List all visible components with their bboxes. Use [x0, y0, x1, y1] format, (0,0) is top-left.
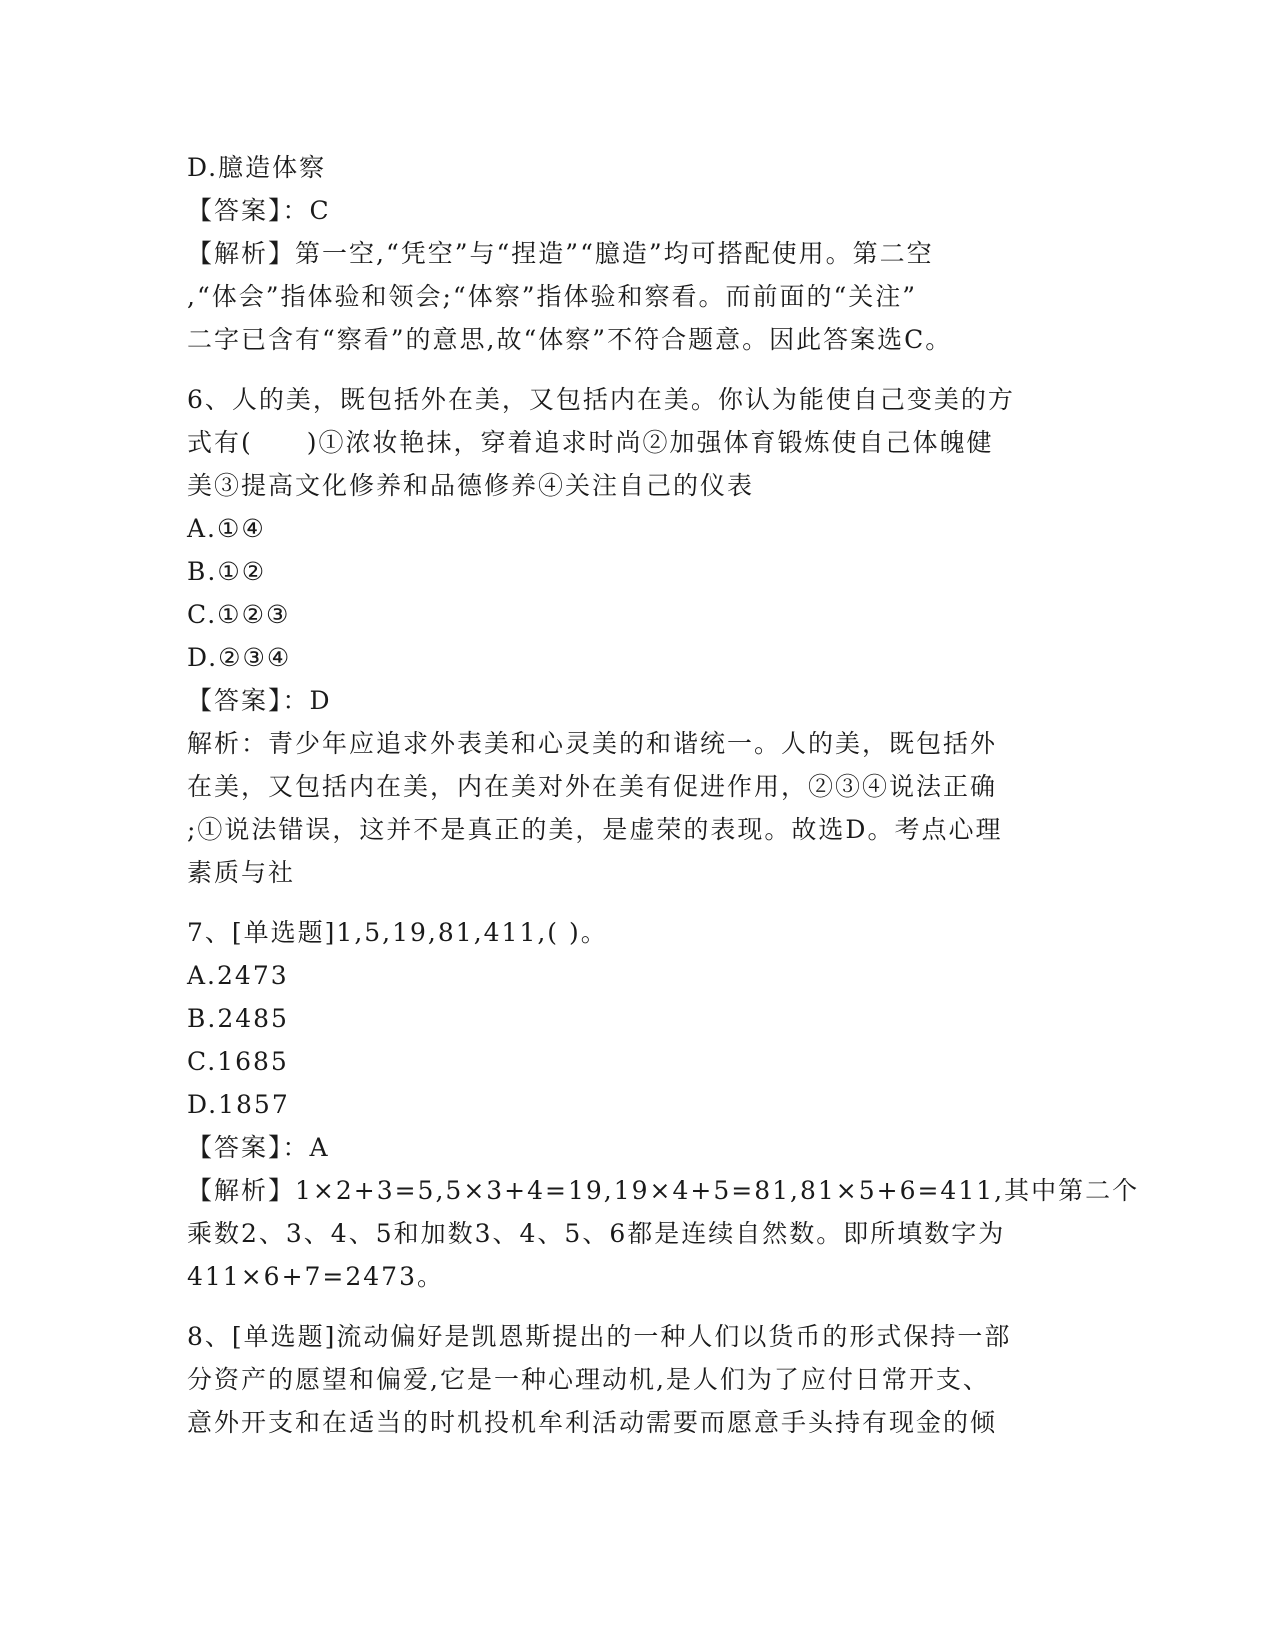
q5-option-d: D.臆造体察 — [187, 153, 327, 182]
question-spacer — [187, 361, 1087, 378]
q6-stem-line: 美③提高文化修养和品德修养④关注自己的仪表 — [187, 471, 755, 500]
q6-answer: 【答案】：D — [187, 686, 332, 715]
q7-option-d: D.1857 — [187, 1090, 290, 1119]
q8-stem-line: 分资产的愿望和偏爱,它是一种心理动机,是人们为了应付日常开支、 — [187, 1365, 990, 1394]
q5-analysis-line: 【解析】第一空,“凭空”与“捏造”“臆造”均可搭配使用。第二空 — [187, 239, 934, 268]
q6-option-c: C.①②③ — [187, 600, 291, 629]
q7-analysis-line: 乘数2、3、4、5和加数3、4、5、6都是连续自然数。即所填数字为 — [187, 1219, 1006, 1248]
q6-analysis-line: 素质与社 — [187, 858, 296, 887]
q5-answer: 【答案】：C — [187, 196, 331, 225]
q7-analysis-line: 411×6+7=2473。 — [187, 1262, 444, 1291]
q7-option-c: C.1685 — [187, 1047, 289, 1076]
q6-analysis-line: 解析：青少年应追求外表美和心灵美的和谐统一。人的美，既包括外 — [187, 729, 998, 758]
q6-analysis-line: ;①说法错误，这并不是真正的美，是虚荣的表现。故选D。考点心理 — [187, 815, 1003, 844]
q6-option-a: A.①④ — [187, 514, 266, 543]
q6-analysis-line: 在美，又包括内在美，内在美对外在美有促进作用，②③④说法正确 — [187, 772, 998, 801]
q8-stem-line: 8、[单选题]流动偏好是凯恩斯提出的一种人们以货币的形式保持一部 — [187, 1322, 1012, 1351]
q6-stem-line: 式有( )①浓妆艳抹，穿着追求时尚②加强体育锻炼使自己体魄健 — [187, 428, 994, 457]
q7-stem-line: 7、[单选题]1,5,19,81,411,( )。 — [187, 918, 608, 947]
q7-option-a: A.2473 — [187, 961, 289, 990]
q6-option-b: B.①② — [187, 557, 267, 586]
question-spacer — [187, 894, 1087, 911]
q6-stem-line: 6、人的美，既包括外在美，又包括内在美。你认为能使自己变美的方 — [187, 385, 1015, 414]
question-spacer — [187, 1298, 1087, 1315]
q7-analysis-line: 【解析】1×2+3=5,5×3+4=19,19×4+5=81,81×5+6=411,其中第二个 — [187, 1176, 1140, 1205]
q5-analysis-line: ,“体会”指体验和领会;“体察”指体验和察看。而前面的“关注” — [187, 282, 918, 311]
q5-analysis-line: 二字已含有“察看”的意思,故“体察”不符合题意。因此答案选C。 — [187, 325, 953, 354]
q7-option-b: B.2485 — [187, 1004, 289, 1033]
document-page — [187, 146, 1140, 1444]
q7-answer: 【答案】：A — [187, 1133, 330, 1162]
q8-stem-line: 意外开支和在适当的时机投机牟利活动需要而愿意手头持有现金的倾 — [187, 1408, 998, 1437]
q6-option-d: D.②③④ — [187, 643, 292, 672]
